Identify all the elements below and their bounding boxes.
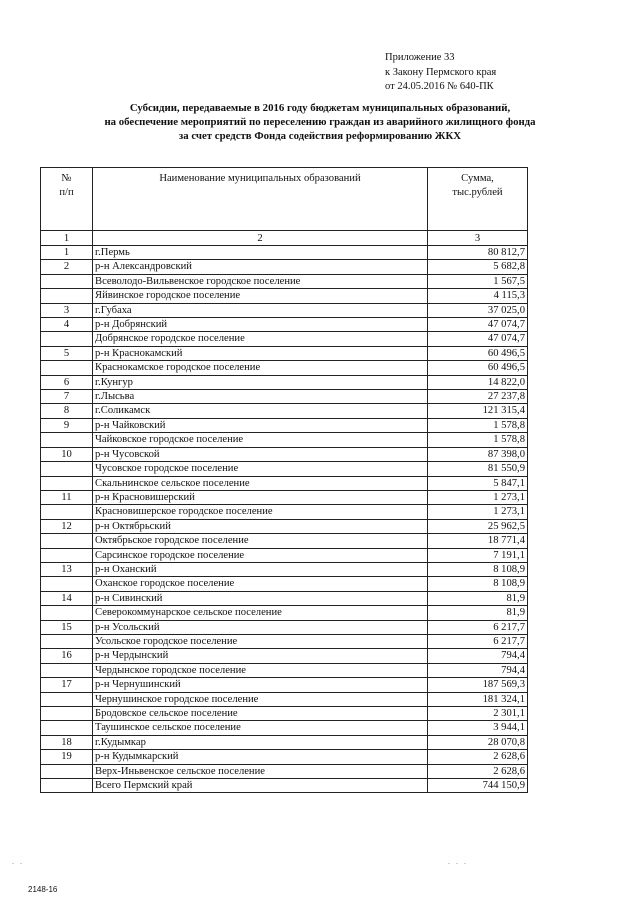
table-row <box>41 591 528 605</box>
cell-sum: 1 578,8 <box>428 433 528 447</box>
cell-num: 13 <box>41 562 93 576</box>
cell-name: Северокоммунарское сельское поселение <box>93 606 428 620</box>
title-line-3: за счет средств Фонда содействия реформированию ЖКХ <box>178 130 462 142</box>
cell-name: Верх-Иньвенское сельское поселение <box>93 764 428 778</box>
cell-name: р-н Чайковский <box>93 418 428 432</box>
colnum-2: 2 <box>93 231 428 246</box>
cell-name: Сарсинское городское поселение <box>93 548 428 562</box>
table-row <box>41 462 528 476</box>
table-row <box>41 375 528 389</box>
cell-num: 2 <box>41 260 93 274</box>
cell-num <box>41 577 93 591</box>
cell-sum: 47 074,7 <box>428 318 528 332</box>
cell-sum: 794,4 <box>428 649 528 663</box>
cell-name: р-н Александровский <box>93 260 428 274</box>
cell-name: Добрянское городское поселение <box>93 332 428 346</box>
cell-num: 5 <box>41 346 93 360</box>
cell-num <box>41 707 93 721</box>
cell-name: р-н Чусовской <box>93 447 428 461</box>
cell-sum: 37 025,0 <box>428 303 528 317</box>
table-row <box>41 260 528 274</box>
cell-sum: 1 273,1 <box>428 505 528 519</box>
cell-name: р-н Чернушинский <box>93 678 428 692</box>
scan-artifact: . . . <box>448 857 468 866</box>
table-row <box>41 433 528 447</box>
table-row <box>41 447 528 461</box>
cell-sum: 28 070,8 <box>428 735 528 749</box>
cell-name: г.Пермь <box>93 246 428 260</box>
cell-sum: 6 217,7 <box>428 620 528 634</box>
cell-name: Оханское городское поселение <box>93 577 428 591</box>
cell-sum: 5 847,1 <box>428 476 528 490</box>
cell-num: 18 <box>41 735 93 749</box>
table-row <box>41 750 528 764</box>
table-row <box>41 390 528 404</box>
cell-num: 14 <box>41 591 93 605</box>
cell-name: р-н Усольский <box>93 620 428 634</box>
cell-sum: 18 771,4 <box>428 534 528 548</box>
cell-name: р-н Чердынский <box>93 649 428 663</box>
cell-name: г.Соликамск <box>93 404 428 418</box>
cell-name: Таушинское сельское поселение <box>93 721 428 735</box>
cell-name: р-н Краснокамский <box>93 346 428 360</box>
table-row <box>41 476 528 490</box>
cell-sum: 8 108,9 <box>428 577 528 591</box>
cell-sum: 60 496,5 <box>428 361 528 375</box>
cell-name: р-н Кудымкарский <box>93 750 428 764</box>
cell-sum: 7 191,1 <box>428 548 528 562</box>
cell-sum: 2 628,6 <box>428 764 528 778</box>
table-row <box>41 707 528 721</box>
cell-sum: 60 496,5 <box>428 346 528 360</box>
table-row <box>41 534 528 548</box>
table-row <box>41 289 528 303</box>
table-row <box>41 274 528 288</box>
table-header-row <box>41 168 528 231</box>
header-name: Наименование муниципальных образований <box>93 168 428 231</box>
cell-num <box>41 548 93 562</box>
table-row <box>41 649 528 663</box>
document-title <box>40 101 600 143</box>
cell-sum: 81,9 <box>428 606 528 620</box>
cell-sum: 14 822,0 <box>428 375 528 389</box>
cell-num <box>41 663 93 677</box>
cell-num <box>41 462 93 476</box>
cell-num: 3 <box>41 303 93 317</box>
cell-sum: 3 944,1 <box>428 721 528 735</box>
appendix-block <box>385 51 496 95</box>
cell-sum: 25 962,5 <box>428 519 528 533</box>
table-row <box>41 577 528 591</box>
cell-num: 10 <box>41 447 93 461</box>
cell-num: 9 <box>41 418 93 432</box>
cell-sum: 187 569,3 <box>428 678 528 692</box>
table-row <box>41 404 528 418</box>
cell-sum: 81 550,9 <box>428 462 528 476</box>
cell-num: 8 <box>41 404 93 418</box>
cell-num: 16 <box>41 649 93 663</box>
cell-sum: 1 578,8 <box>428 418 528 432</box>
table-row <box>41 721 528 735</box>
table-row <box>41 548 528 562</box>
cell-num: 4 <box>41 318 93 332</box>
table-row <box>41 519 528 533</box>
appendix-date: от 24.05.2016 № 640-ПК <box>385 81 494 92</box>
cell-name: Яйвинское городское поселение <box>93 289 428 303</box>
table-row <box>41 678 528 692</box>
cell-name: г.Кудымкар <box>93 735 428 749</box>
table-row <box>41 332 528 346</box>
title-line-2: на обеспечение мероприятий по переселению граждан из аварийного жилищного фонда <box>104 116 536 128</box>
cell-sum: 1 567,5 <box>428 274 528 288</box>
cell-name: Краснокамское городское поселение <box>93 361 428 375</box>
table-row <box>41 735 528 749</box>
table-row <box>41 318 528 332</box>
table-row <box>41 634 528 648</box>
cell-sum: 4 115,3 <box>428 289 528 303</box>
table-row <box>41 303 528 317</box>
colnum-3: 3 <box>428 231 528 246</box>
cell-num: 1 <box>41 246 93 260</box>
colnum-1: 1 <box>41 231 93 246</box>
document-code: 2148-16 <box>28 885 58 894</box>
cell-num <box>41 274 93 288</box>
cell-name: Скальнинское сельское поселение <box>93 476 428 490</box>
cell-sum: 121 315,4 <box>428 404 528 418</box>
cell-num <box>41 505 93 519</box>
cell-name: г.Кунгур <box>93 375 428 389</box>
cell-name: Чусовское городское поселение <box>93 462 428 476</box>
column-number-row <box>41 231 528 246</box>
cell-num: 6 <box>41 375 93 389</box>
table-row <box>41 562 528 576</box>
cell-sum: 27 237,8 <box>428 390 528 404</box>
cell-name: Октябрьское городское поселение <box>93 534 428 548</box>
cell-num <box>41 476 93 490</box>
cell-num <box>41 433 93 447</box>
cell-sum: 47 074,7 <box>428 332 528 346</box>
cell-name: Усольское городское поселение <box>93 634 428 648</box>
subsidy-table <box>40 167 528 793</box>
table-row <box>41 620 528 634</box>
cell-sum: 794,4 <box>428 663 528 677</box>
cell-name: Всего Пермский край <box>93 779 428 793</box>
cell-num: 17 <box>41 678 93 692</box>
cell-sum: 6 217,7 <box>428 634 528 648</box>
cell-num <box>41 361 93 375</box>
cell-num: 12 <box>41 519 93 533</box>
cell-name: Чернушинское городское поселение <box>93 692 428 706</box>
cell-num <box>41 332 93 346</box>
table-row <box>41 764 528 778</box>
table-row <box>41 505 528 519</box>
cell-name: г.Губаха <box>93 303 428 317</box>
cell-num <box>41 606 93 620</box>
table-row <box>41 606 528 620</box>
cell-sum: 2 301,1 <box>428 707 528 721</box>
cell-sum: 2 628,6 <box>428 750 528 764</box>
cell-num <box>41 721 93 735</box>
cell-sum: 80 812,7 <box>428 246 528 260</box>
table-row <box>41 490 528 504</box>
table-row <box>41 692 528 706</box>
cell-name: Всеволодо-Вильвенское городское поселение <box>93 274 428 288</box>
cell-num <box>41 534 93 548</box>
table-row <box>41 246 528 260</box>
cell-sum: 1 273,1 <box>428 490 528 504</box>
appendix-law: к Закону Пермского края <box>385 66 497 78</box>
cell-num: 15 <box>41 620 93 634</box>
cell-sum: 181 324,1 <box>428 692 528 706</box>
cell-name: Красновишерское городское поселение <box>93 505 428 519</box>
cell-sum: 744 150,9 <box>428 779 528 793</box>
cell-num <box>41 289 93 303</box>
header-num: № п/п <box>41 168 93 231</box>
cell-num <box>41 779 93 793</box>
cell-sum: 5 682,8 <box>428 260 528 274</box>
table-row <box>41 361 528 375</box>
cell-name: р-н Октябрьский <box>93 519 428 533</box>
cell-name: Бродовское сельское поселение <box>93 707 428 721</box>
title-line-1: Субсидии, передаваемые в 2016 году бюджетам муниципальных образований, <box>129 102 511 114</box>
appendix-number: Приложение 33 <box>385 52 455 63</box>
table-row <box>41 779 528 793</box>
cell-name: Чердынское городское поселение <box>93 663 428 677</box>
cell-num <box>41 764 93 778</box>
cell-name: р-н Сивинский <box>93 591 428 605</box>
table-row <box>41 663 528 677</box>
cell-name: р-н Добрянский <box>93 318 428 332</box>
header-sum: Сумма, тыс.рублей <box>428 168 528 231</box>
cell-num: 7 <box>41 390 93 404</box>
cell-name: г.Лысьва <box>93 390 428 404</box>
cell-num <box>41 692 93 706</box>
table-row <box>41 418 528 432</box>
cell-name: р-н Красновишерский <box>93 490 428 504</box>
cell-name: Чайковское городское поселение <box>93 433 428 447</box>
cell-num <box>41 634 93 648</box>
cell-sum: 87 398,0 <box>428 447 528 461</box>
table-row <box>41 346 528 360</box>
cell-sum: 81,9 <box>428 591 528 605</box>
cell-sum: 8 108,9 <box>428 562 528 576</box>
scan-artifact: . . <box>12 857 24 866</box>
cell-num: 19 <box>41 750 93 764</box>
cell-num: 11 <box>41 490 93 504</box>
cell-name: р-н Оханский <box>93 562 428 576</box>
